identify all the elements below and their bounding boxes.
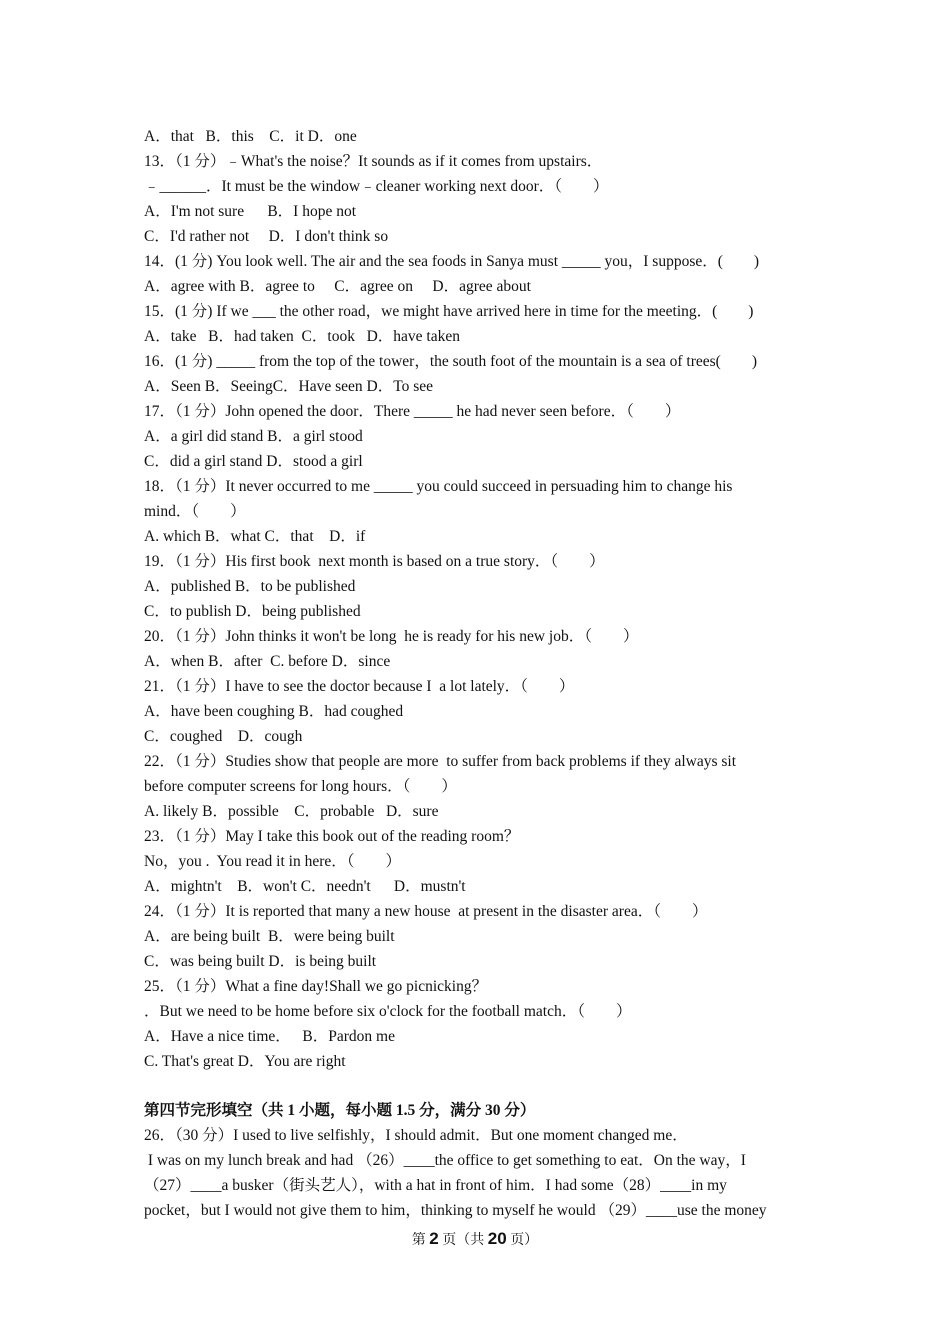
question-15-options: A．take B．had taken C．took D．have taken	[144, 328, 460, 345]
question-21-options-c-d: C．coughed D．cough	[144, 728, 303, 745]
question-13-options-c-d: C．I'd rather not D．I don't think so	[144, 228, 389, 245]
passage-line: （27）____a busker（街头艺人），with a hat in front of him．I had some（28）____in my	[144, 1177, 727, 1194]
section-spacer	[144, 1074, 810, 1098]
page-number: 2	[429, 1229, 439, 1248]
question-25-options-c-d: C. That's great D．You are right	[144, 1053, 346, 1070]
footer-prefix: 第	[411, 1233, 430, 1248]
footer-middle: 页（共	[438, 1233, 488, 1248]
question-15-stem: 15．(1 分) If we ___ the other road，we might have arrived here in time for the meeting．( )	[144, 303, 754, 320]
question-19-options-c-d: C．to publish D．being published	[144, 603, 361, 620]
question-24-stem: 24．（1 分）It is reported that many a new house at present in the disaster area．（ ）	[144, 903, 708, 920]
question-24-options-c-d: C．was being built D．is being built	[144, 953, 377, 970]
question-25-stem: 25．（1 分）What a fine day!Shall we go picnicking？	[144, 978, 488, 995]
question-18-stem: 18．（1 分）It never occurred to me _____ you could succeed in persuading him to change his	[144, 478, 733, 495]
question-14-options: A．agree with B．agree to C．agree on D．agree about	[144, 278, 531, 295]
question-16-options: A．Seen B．SeeingC．Have seen D．To see	[144, 378, 434, 395]
question-13-stem-cont: ﹣______．It must be the window﹣cleaner working next door．（ ）	[144, 178, 609, 195]
text-line: A．that B．this C．it D．one	[144, 128, 357, 145]
question-16-stem: 16．(1 分) _____ from the top of the tower，the south foot of the mountain is a sea of trees( )	[144, 353, 757, 370]
passage-line: I was on my lunch break and had （26）____the office to get something to eat．On the way，I	[144, 1152, 746, 1169]
question-23-stem-cont: No，you . You read it in here．（ ）	[144, 853, 402, 870]
question-18-stem-cont: mind．（ ）	[144, 503, 246, 520]
question-block	[144, 124, 810, 1074]
question-17-options-c-d: C．did a girl stand D．stood a girl	[144, 453, 363, 470]
question-17-options-a-b: A．a girl did stand B．a girl stood	[144, 428, 363, 445]
passage-line: pocket，but I would not give them to him，thinking to myself he would （29）____use the money	[144, 1202, 767, 1219]
question-17-stem: 17．（1 分）John opened the door．There _____ he had never seen before．（ ）	[144, 403, 681, 420]
question-13-options-a-b: A．I'm not sure B．I hope not	[144, 203, 357, 220]
question-23-options: A．mightn't B．won't C．needn't D．mustn't	[144, 878, 466, 895]
footer-suffix: 页）	[506, 1233, 539, 1248]
question-25-stem-cont: ．But we need to be home before six o'clock for the football match．（ ）	[144, 1003, 632, 1020]
question-13-stem: 13．（1 分）﹣What's the noise？It sounds as if it comes from upstairs．	[144, 153, 603, 170]
question-20-options: A．when B．after C. before D．since	[144, 653, 391, 670]
question-21-options-a-b: A．have been coughing B．had coughed	[144, 703, 404, 720]
question-19-stem: 19．（1 分）His first book next month is based on a true story．（ ）	[144, 553, 605, 570]
page-content	[144, 124, 810, 1223]
question-26-stem: 26．（30 分）I used to live selfishly，I should admit．But one moment changed me．	[144, 1127, 688, 1144]
question-25-options-a-b: A．Have a nice time． B．Pardon me	[144, 1028, 395, 1045]
question-23-stem: 23．（1 分）May I take this book out of the reading room？	[144, 828, 520, 845]
question-14-stem: 14．(1 分) You look well. The air and the sea foods in Sanya must _____ you，I suppose．( )	[144, 253, 760, 270]
question-20-stem: 20．（1 分）John thinks it won't be long he is ready for his new job．（ ）	[144, 628, 639, 645]
question-22-stem-cont: before computer screens for long hours．（ ）	[144, 778, 457, 795]
question-22-options: A. likely B．possible C．probable D．sure	[144, 803, 439, 820]
question-22-stem: 22．（1 分）Studies show that people are more to suffer from back problems if they always sit	[144, 753, 737, 770]
section-heading: 第四节完形填空（共 1 小题，每小题 1.5 分，满分 30 分）	[144, 1102, 536, 1119]
cloze-passage	[144, 1123, 810, 1223]
question-19-options-a-b: A．published B．to be published	[144, 578, 356, 595]
question-18-options: A. which B．what C．that D．if	[144, 528, 366, 545]
question-24-options-a-b: A．are being built B．were being built	[144, 928, 395, 945]
total-pages: 20	[487, 1229, 507, 1248]
question-21-stem: 21．（1 分）I have to see the doctor because I a lot lately．（ ）	[144, 678, 575, 695]
page-footer	[0, 1228, 950, 1252]
